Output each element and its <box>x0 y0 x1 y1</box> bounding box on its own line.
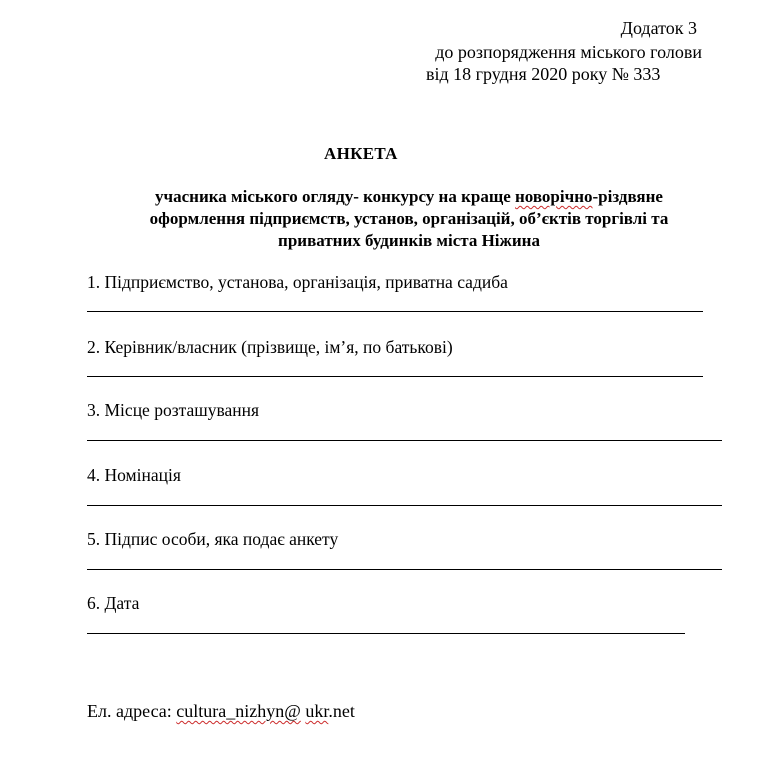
appendix-date: від 18 грудня 2020 року № 333 <box>426 64 661 84</box>
form-item-nomination: 4. Номінація <box>87 465 181 485</box>
form-item-manager: 2. Керівник/власник (прізвище, ім’я, по батькові) <box>87 337 453 357</box>
form-item-date: 6. Дата <box>87 593 140 613</box>
form-item-enterprise: 1. Підприємство, установа, організація, приватна садиба <box>87 272 508 292</box>
subtitle-line-2: оформлення підприємств, установ, організацій, об’єктів торгівлі та <box>149 209 669 228</box>
email-label: Ел. адреса: <box>87 701 177 721</box>
fill-line-location[interactable] <box>87 440 722 441</box>
fill-line-manager[interactable] <box>87 376 703 377</box>
appendix-number: Додаток 3 <box>620 18 697 38</box>
spellcheck-flagged-word: новорічно <box>515 187 593 206</box>
fill-line-signature[interactable] <box>87 569 722 570</box>
appendix-reference: до розпорядження міського голови <box>435 42 702 62</box>
email-tld: .net <box>328 701 355 721</box>
document-title: АНКЕТА <box>324 144 398 163</box>
email-domain[interactable]: ukr <box>305 701 329 721</box>
email-address <box>87 701 355 722</box>
subtitle-line-1-suffix: -різдвяне <box>592 187 663 206</box>
fill-line-enterprise[interactable] <box>87 311 703 312</box>
subtitle-line-1-prefix: учасника міського огляду- конкурсу на краще <box>155 187 515 206</box>
email-user[interactable]: cultura_nizhyn@ <box>176 701 301 721</box>
fill-line-date[interactable] <box>87 633 685 634</box>
subtitle-line-1 <box>59 187 759 207</box>
subtitle-line-3: приватних будинків міста Ніжина <box>278 231 540 250</box>
form-item-location: 3. Місце розташування <box>87 400 260 420</box>
form-item-signature: 5. Підпис особи, яка подає анкету <box>87 529 339 549</box>
fill-line-nomination[interactable] <box>87 505 722 506</box>
